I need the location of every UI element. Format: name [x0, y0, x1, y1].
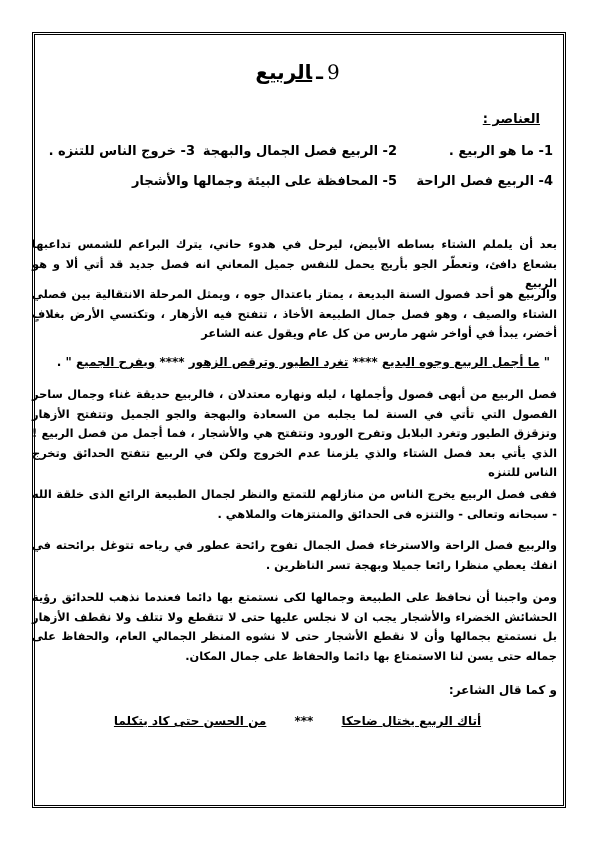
quote-close: " . — [56, 355, 72, 369]
element-item-5: 5- المحافظة على البيئة وجمالها والأشجار — [131, 174, 397, 189]
quote-separator-2: **** — [159, 355, 185, 369]
paragraph-rest: والربيع فصل الراحة والاسترخاء فصل الجمال تفوح رائحة عطور في رياحه تتوغل برائحته في انفك يعطي منظرا رائعا جميلا وبهجة تسر الناظرين . — [32, 538, 557, 572]
paragraph-preservation: ومن واجبنا أن نحافظ على الطبيعة وجمالها لكى نستمتع بها دائما فعندما نذهب للحدائق رؤية الحشائش الخضراء والأشجار يجب ان لا نجلس عليها حتى لا تتقطع ولا تتلف ولا نقطف الأزهار بل نستمتع بجمالها وأن لا نقطع الأشجار حتى لا نشوه المنظر الجمالي العام، والحفاظ على جماله حتى يسن لنا الاستمتاع بها دائما والحفاظ على جمال المكان. — [32, 590, 557, 663]
element-item-4: 4- الربيع فصل الراحة — [416, 174, 553, 189]
poem-separator: *** — [294, 714, 314, 728]
elements-label: العناصر : — [482, 112, 540, 127]
element-item-3: 3- خروج الناس للتنزه . — [48, 144, 195, 159]
element-item-1: 1- ما هو الربيع . — [448, 144, 553, 159]
quote-separator-1: **** — [352, 355, 378, 369]
page-title — [0, 60, 595, 84]
title-dash: ـ — [316, 60, 323, 84]
poem-verse — [0, 714, 595, 728]
element-item-2: 2- الربيع فصل الجمال والبهجة — [202, 144, 397, 159]
title-number: 9 — [326, 60, 340, 84]
paragraph-intro: بعد أن يلملم الشتاء بساطه الأبيض، ليرحل في هدوء حاني، يترك البراعم للشمس تداعبها بشعاع دافئ، وتعطّر الجو بأريج يحمل للنفس جميل المعاني انه فصل جديد قد أتي ألا و هو الربيع — [32, 237, 557, 290]
paragraph-outings: ففى فصل الربيع يخرج الناس من منازلهم للتمتع والنظر لجمال الطبيعة الرائع الذى خلقة الله - سبحانه وتعالى - والتنزه فى الحدائق والمنتزهات والملاهي . — [32, 487, 557, 521]
spring-quote — [45, 355, 550, 369]
poem-second-hemistich: من الحسن حتى كاد يتكلما — [113, 714, 267, 728]
quote-part-2: تغرد الطيور وترقص الزهور — [188, 355, 349, 369]
quote-part-1: ما أجمل الربيع وجوه البديع — [381, 355, 540, 369]
quote-part-3: ويفرح الجميع — [75, 355, 156, 369]
title-word: الربيع — [255, 60, 313, 84]
quote-open: " — [543, 355, 550, 369]
poem-first-hemistich: أتاك الربيع يختال ضاحكا — [341, 714, 482, 728]
paragraph-beauty: فصل الربيع من أبهى فصول وأجملها ، ليله ونهاره معتدلان ، فالربيع حديقة غناء وجمال ساحر الفصول التي تأتي في السنة لما يجلبه من السعادة والبهجة والجو الجميل وتتفتح الأزهار وتزقزق الطيور وتغرد البلابل وتفرح الورود وتتفتح هي والأشجار ، فما أجمل من فصل الربيع ! الذي يأتي بعد فصل الشتاء والذي يلزمنا عدم الخروج ولكن في الربيع تتفتح الحدائق وتخرج الناس للتنزه — [32, 387, 557, 479]
paragraph-definition: والربيع هو أحد فصول السنة البديعة ، يمتاز باعتدال جوه ، ويمثل المرحلة الانتقالية بين فصلي الشتاء والصيف ، وهو فصل جمال الطبيعة الأخاذ ، تتفتح فيه الأزهار ، وتكتسي الأرض بغلافٍ أخضر، يبدأ في أواخر شهر مارس من كل عام ويقول عنه الشاعر — [32, 287, 557, 340]
poem-lead: و كما قال الشاعر: — [448, 683, 557, 697]
